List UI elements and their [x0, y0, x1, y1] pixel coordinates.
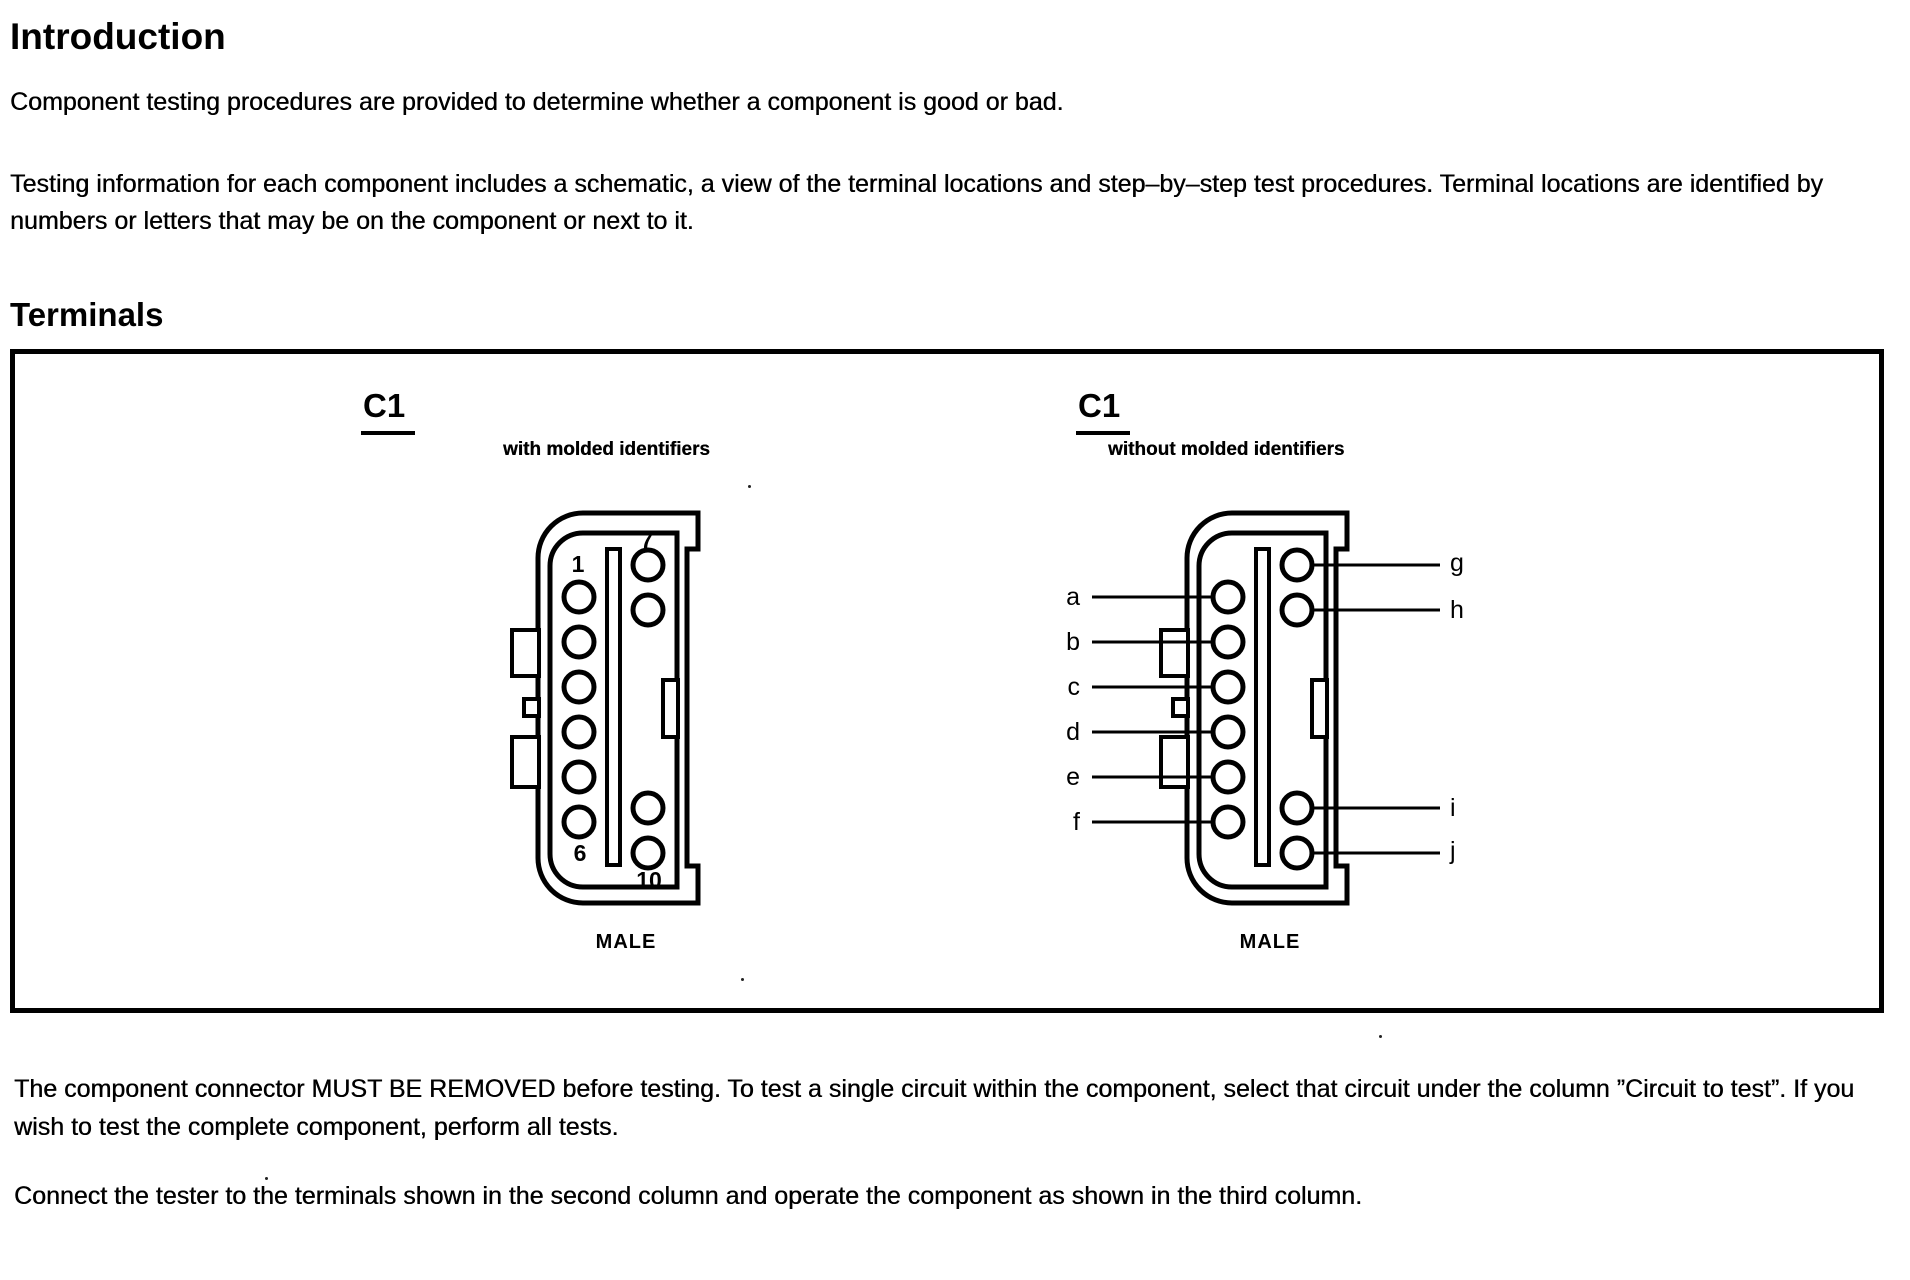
pin-letter-c: c: [1067, 673, 1080, 701]
connector-left-subtitle: with molded identifiers: [503, 439, 710, 460]
pin-circle: [633, 838, 663, 868]
scan-speck: [741, 978, 744, 981]
pin-circle: [1213, 672, 1243, 702]
intro-paragraph-1: Component testing procedures are provided to determine whether a component is good or bad.: [10, 88, 1064, 116]
terminals-diagram-box: [10, 349, 1884, 1013]
pin-label-7: 7: [640, 527, 654, 553]
pin-circle: [633, 595, 663, 625]
pin-circle: [1213, 762, 1243, 792]
pin-label-6: 6: [573, 840, 587, 866]
pin-letter-h: h: [1450, 596, 1464, 624]
pin-circle: [564, 582, 594, 612]
pin-circle: [633, 550, 663, 580]
scan-speck: [748, 485, 751, 488]
pin-letter-d: d: [1066, 718, 1080, 746]
pin-letter-f: f: [1073, 808, 1080, 836]
testing-note-paragraph: The component connector MUST BE REMOVED before testing. To test a single circuit within the component, select that circuit under the column ”Circuit to test”. If you wish to test the complete component, perform all tests.: [14, 1075, 1855, 1141]
center-rib: [1256, 549, 1269, 865]
connector-left-gender-label: MALE: [595, 931, 657, 953]
pin-circle: [1213, 582, 1243, 612]
intro-paragraph-2: Testing information for each component includes a schematic, a view of the terminal locations and step–by–step test procedures. Terminal locations are identified by numbers or letters that may be on the component or next to it.: [10, 170, 1824, 235]
tester-connection-paragraph: Connect the tester to the terminals shown in the second column and operate the component as shown in the third column.: [14, 1182, 1363, 1210]
pin-circle: [564, 627, 594, 657]
pin-circle: [564, 717, 594, 747]
index-notch: [1173, 699, 1188, 716]
mounting-tab-upper: [1161, 630, 1188, 676]
pin-circle: [1282, 550, 1312, 580]
scan-speck: [1379, 1035, 1382, 1038]
index-notch: [524, 699, 539, 716]
pin-letter-i: i: [1450, 794, 1456, 822]
introduction-heading: Introduction: [10, 16, 226, 57]
pin-letter-j: j: [1450, 837, 1456, 865]
pin-circle: [633, 793, 663, 823]
pin-label-10: 10: [636, 867, 662, 893]
pin-letter-a: a: [1066, 583, 1080, 611]
pin-circle: [1282, 838, 1312, 868]
terminals-heading: Terminals: [10, 296, 164, 333]
keyway-tab: [1312, 680, 1327, 737]
pin-circle: [1213, 627, 1243, 657]
pin-letter-b: b: [1066, 628, 1080, 656]
pin-circle: [1282, 793, 1312, 823]
center-rib: [607, 549, 620, 865]
pin-circle: [564, 762, 594, 792]
pin-circle: [1213, 807, 1243, 837]
pin-label-1: 1: [571, 551, 585, 577]
mounting-tab-lower: [1161, 737, 1188, 787]
mounting-tab-lower: [512, 737, 539, 787]
pin-circle: [564, 672, 594, 702]
keyway-tab: [663, 680, 678, 737]
mounting-tab-upper: [512, 630, 539, 676]
scan-speck: [265, 1177, 268, 1180]
connector-right-subtitle: without molded identifiers: [1108, 439, 1345, 460]
connector-right-diagram: [1060, 505, 1480, 915]
pin-circle: [564, 807, 594, 837]
connector-left-title: C1: [361, 387, 415, 435]
pin-letter-e: e: [1066, 763, 1080, 791]
pin-circle: [1282, 595, 1312, 625]
connector-right-title: C1: [1076, 387, 1130, 435]
pin-circle: [1213, 717, 1243, 747]
connector-right-gender-label: MALE: [1239, 931, 1301, 953]
connector-left-diagram: [505, 505, 715, 915]
pin-letter-g: g: [1450, 549, 1464, 577]
